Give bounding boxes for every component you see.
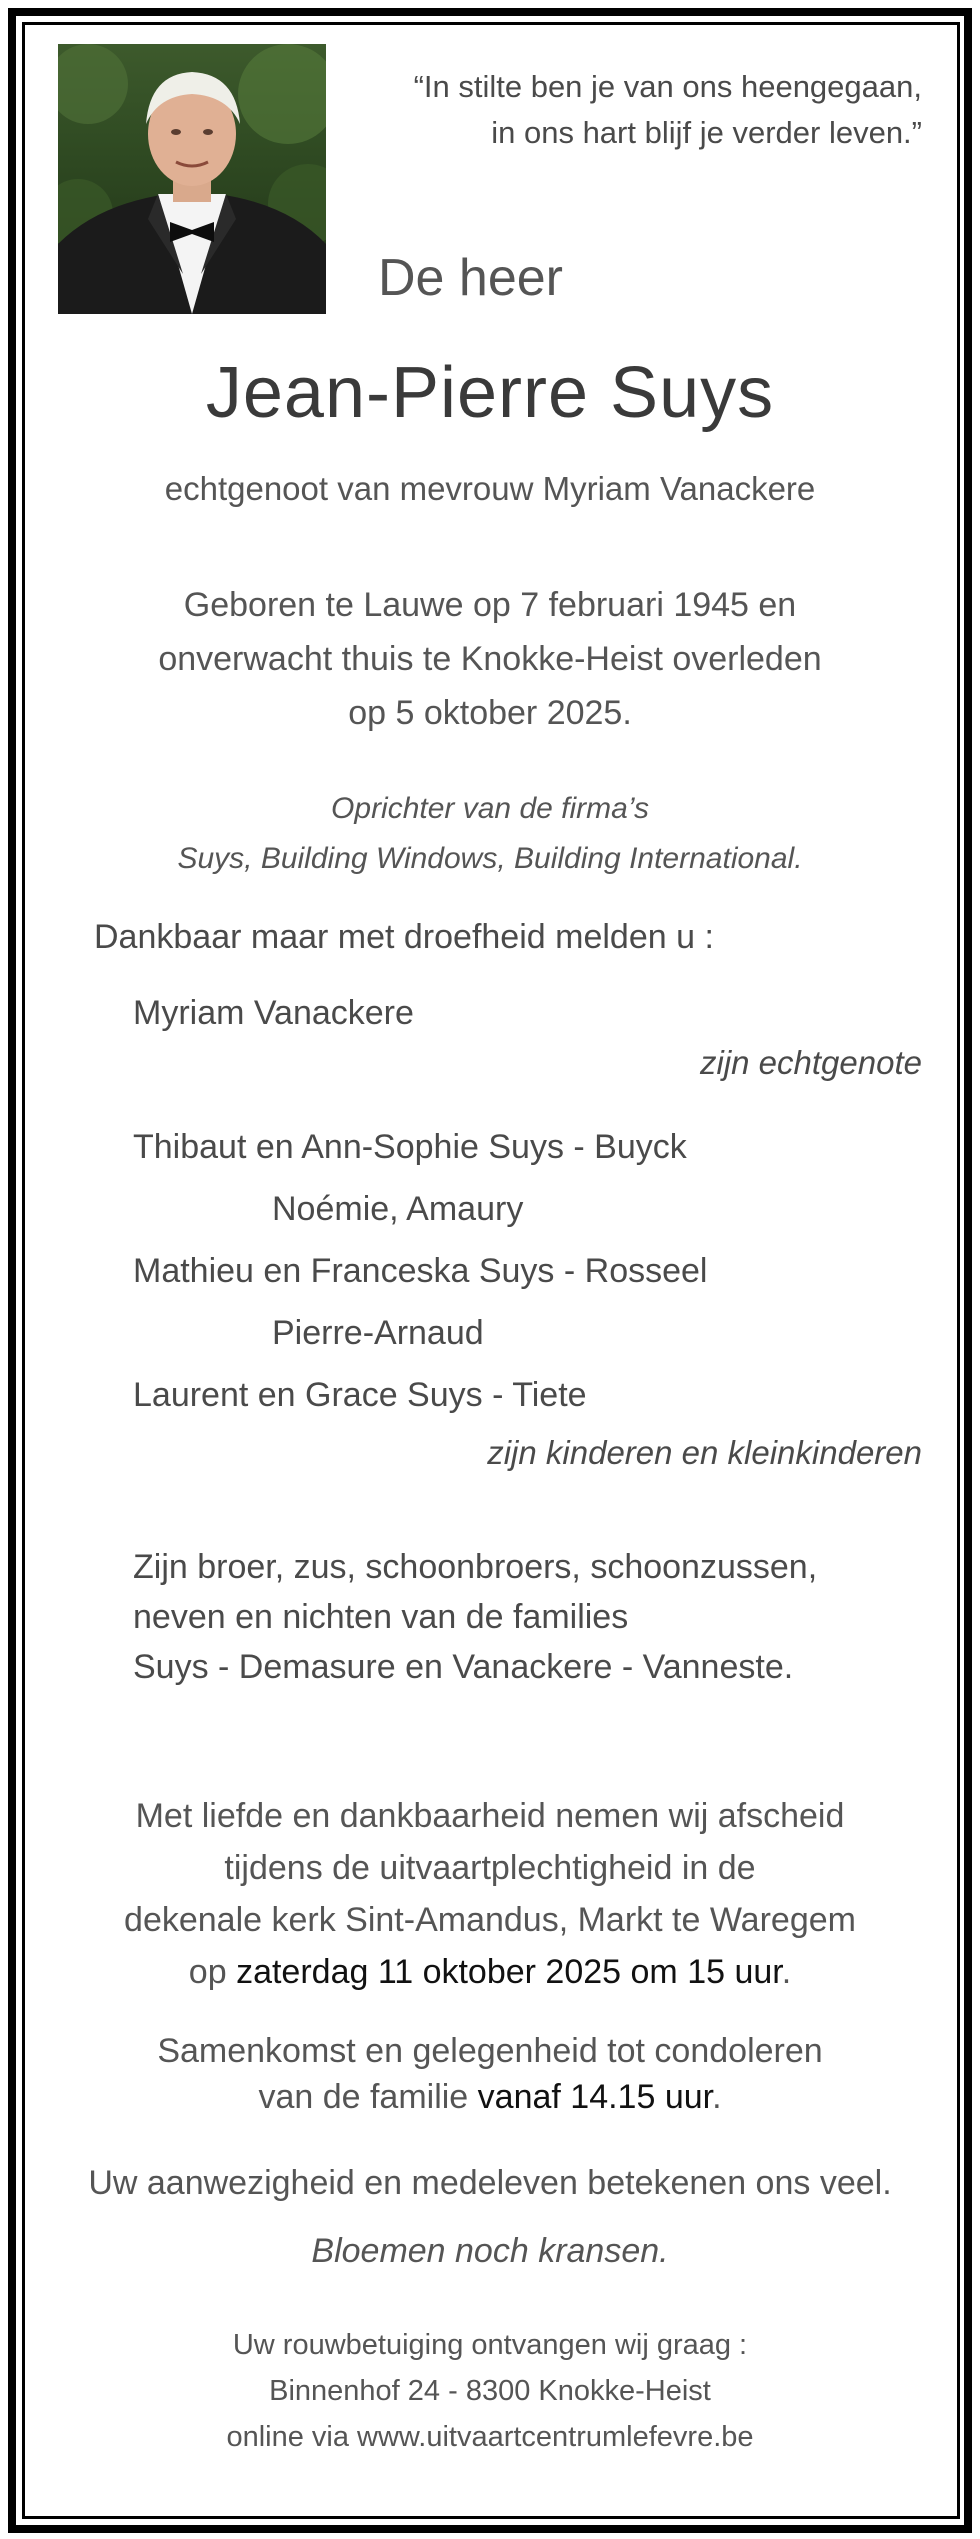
contact-address: Binnenhof 24 - 8300 Knokke-Heist [269, 2375, 711, 2407]
ceremony-date: zaterdag 11 oktober 2025 om 15 uur [236, 1953, 782, 1991]
family-grandchildren-1: Noémie, Amaury [272, 1190, 524, 1228]
family-spouse-name: Myriam Vanackere [133, 994, 414, 1032]
ceremony-date-suffix: . [781, 1953, 792, 1991]
contact-info [0, 2322, 980, 2460]
portrait-photo [58, 44, 326, 314]
gathering-info [0, 2028, 980, 2120]
title-prefix: De heer [378, 249, 563, 307]
ceremony-info [0, 1790, 980, 1998]
presence-line: Uw aanwezigheid en medeleven betekenen ons veel. [88, 2164, 892, 2202]
announcement-line: Dankbaar maar met droefheid melden u : [94, 918, 714, 956]
gathering-prefix: van de familie [258, 2078, 469, 2116]
birth-death-line-2: onverwacht thuis te Knokke-Heist overleden [158, 640, 822, 678]
ceremony-line-1: Met liefde en dankbaarheid nemen wij afscheid [135, 1797, 845, 1835]
ceremony-line-2: tijdens de uitvaartplechtigheid in de [224, 1849, 756, 1887]
birth-death-line-3: op 5 oktober 2025. [348, 694, 632, 732]
flowers-line: Bloemen noch kransen. [311, 2232, 669, 2270]
gathering-suffix: . [712, 2078, 722, 2116]
contact-website: online via www.uitvaartcentrumlefevre.be [226, 2421, 754, 2453]
gathering-line-1: Samenkomst en gelegenheid tot condoleren [157, 2032, 823, 2070]
family-grandchildren-2: Pierre-Arnaud [272, 1314, 484, 1352]
founder-info [0, 784, 980, 884]
extended-line-1: Zijn broer, zus, schoonbroers, schoonzussen, [133, 1548, 818, 1586]
gathering-time: vanaf 14.15 uur [477, 2078, 713, 2116]
ceremony-line-4 [0, 1946, 980, 1998]
children-relation: zijn kinderen en kleinkinderen [487, 1434, 922, 1471]
family-child-1: Thibaut en Ann-Sophie Suys - Buyck [133, 1128, 687, 1166]
family-child-2: Mathieu en Franceska Suys - Rosseel [133, 1252, 708, 1290]
deceased-name: Jean-Pierre Suys [205, 353, 775, 433]
quote-line-2: in ons hart blijf je verder leven.” [491, 115, 922, 150]
portrait-illustration [58, 44, 326, 314]
quote-line-1: “In stilte ben je van ons heengegaan, [413, 69, 922, 104]
family-child-3: Laurent en Grace Suys - Tiete [133, 1376, 587, 1414]
founder-line-1: Oprichter van de firma’s [331, 792, 649, 825]
birth-death-info [0, 578, 980, 740]
birth-death-line-1: Geboren te Lauwe op 7 februari 1945 en [183, 586, 797, 624]
extended-line-3: Suys - Demasure en Vanackere - Vanneste. [133, 1648, 794, 1686]
extended-line-2: neven en nichten van de families [133, 1598, 629, 1636]
extended-family [133, 1542, 817, 1692]
ceremony-date-prefix: op [188, 1953, 227, 1991]
founder-line-2: Suys, Building Windows, Building International. [177, 842, 803, 875]
spouse-relation: zijn echtgenote [700, 1044, 922, 1081]
gathering-line-2 [0, 2074, 980, 2120]
memorial-quote [302, 64, 922, 156]
spouse-line: echtgenoot van mevrouw Myriam Vanackere [164, 470, 816, 507]
contact-line-1: Uw rouwbetuiging ontvangen wij graag : [232, 2329, 748, 2361]
ceremony-line-3: dekenale kerk Sint-Amandus, Markt te Waregem [124, 1901, 856, 1939]
